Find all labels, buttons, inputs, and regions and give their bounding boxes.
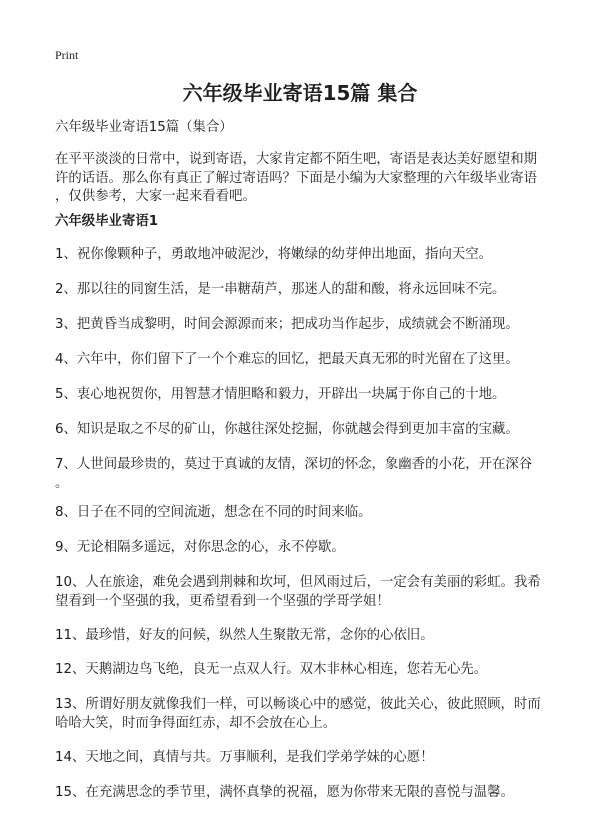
item-text: 4、六年中，你们留下了一个个难忘的回忆，把最天真无邪的时光留在了这里。: [55, 352, 519, 367]
list-item: [55, 749, 434, 768]
list-item: [55, 627, 434, 646]
item-text: 9、无论相隔多遥远，对你思念的心，永不停歇。: [55, 540, 345, 555]
list-item: [55, 504, 372, 523]
item-text: 12、天鹅湖边鸟飞绝，良无一点双人行。双木非林心相连，您若无心先。: [55, 662, 488, 677]
list-item: [55, 281, 505, 300]
list-item: [55, 316, 519, 335]
print-link[interactable]: Print: [55, 48, 79, 62]
list-item: [55, 661, 487, 680]
intro-line: ，仅供参考，大家一起来看看吧。: [55, 189, 256, 204]
list-item: [55, 784, 514, 803]
list-item: [55, 351, 519, 370]
intro-line: 许的话语。那么你有真正了解过寄语吗？下面是小编为大家整理的六年级毕业寄语: [55, 170, 538, 186]
list-item: [55, 386, 505, 405]
item-text: 哈哈大笑，时而争得面红赤，却不会放在心上。: [55, 715, 337, 731]
list-item: [55, 539, 345, 558]
item-text: 14、天地之间，真情与共。万事顺利，是我们学弟学妹的心愿！: [55, 750, 434, 765]
item-text: 15、在充满思念的季节里，满怀真挚的祝福，愿为你带来无限的喜悦与温馨。: [55, 785, 514, 800]
item-text: 5、衷心地祝贺你，用智慧才情胆略和毅力，开辟出一块属于你自己的十地。: [55, 387, 506, 402]
item-text: 10、人在旅途，难免会遇到荆棘和坎坷，但风雨过后，一定会有美丽的彩虹。我希: [55, 575, 541, 590]
list-item: [55, 246, 492, 265]
item-text: 。: [55, 475, 69, 491]
intro-line: 在平平淡淡的日常中，说到寄语，大家肯定都不陌生吧，寄语是表达美好愿望和期: [55, 152, 538, 167]
section-heading: 六年级毕业寄语1: [55, 214, 159, 229]
item-text: 3、把黄昏当成黎明，时间会源源而来；把成功当作起步，成绩就会不断涌现。: [55, 317, 519, 332]
item-text: 望看到一个坚强的我，更希望看到一个坚强的学哥学姐！: [55, 593, 390, 609]
list-item: [55, 456, 532, 493]
item-text: 6、知识是取之不尽的矿山，你越往深处挖掘，你就越会得到更加丰富的宝藏。: [55, 422, 519, 437]
item-text: 1、祝你像颗种子，勇敢地冲破泥沙，将嫩绿的幼芽伸出地面，指向天空。: [55, 247, 493, 262]
list-item: [55, 421, 519, 440]
list-item: [55, 696, 541, 733]
list-item: [55, 574, 541, 611]
item-text: 8、日子在不同的空间流逝，想念在不同的时间来临。: [55, 505, 372, 520]
item-text: 7、人世间最珍贵的，莫过于真诚的友情，深切的怀念，象幽香的小花，开在深谷: [55, 457, 533, 472]
item-text: 13、所谓好朋友就像我们一样，可以畅谈心中的感觉，彼此关心，彼此照顾，时而: [55, 697, 541, 712]
document-subtitle: 六年级毕业寄语15篇（集合）: [55, 120, 233, 135]
item-text: 11、最珍惜，好友的问候，纵然人生聚散无常，念你的心依旧。: [55, 628, 434, 643]
document-title: 六年级毕业寄语15篇 集合: [182, 81, 418, 105]
intro-paragraph: [55, 151, 537, 207]
item-text: 2、那以往的同窗生活，是一串糖葫芦，那迷人的甜和酸，将永远回味不完。: [55, 282, 506, 297]
